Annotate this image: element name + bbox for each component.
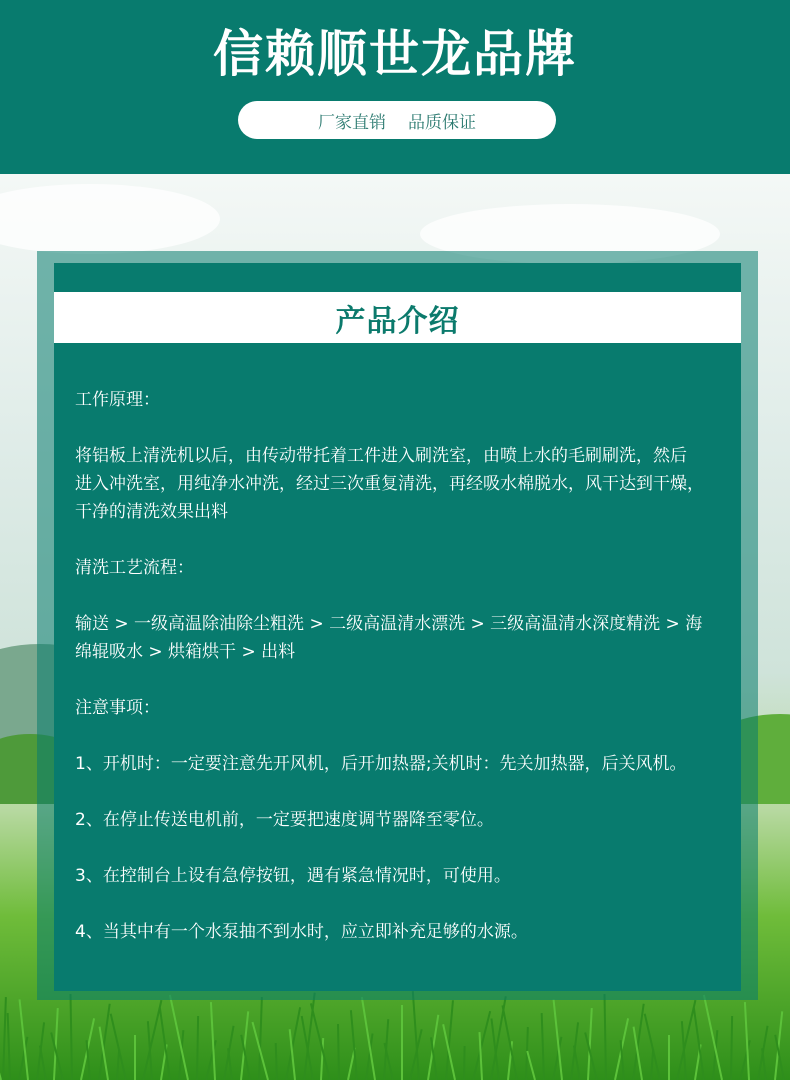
- panel-content: [75, 386, 735, 946]
- principle-heading: 工作原理：: [75, 390, 160, 410]
- grass-blade: [7, 1013, 11, 1080]
- grass-blade: [196, 1016, 199, 1080]
- cloud-shape: [0, 184, 220, 254]
- grass-blade: [258, 997, 263, 1080]
- slogan-quality-guarantee: 品质保证: [408, 112, 476, 133]
- principle-text-line: 进入冲洗室，用纯净水冲洗，经过三次重复清洗，再经吸水棉脱水，风干达到干燥，: [75, 474, 704, 494]
- grass-blade: [541, 1013, 545, 1080]
- note-item: 1、开机时：一定要注意先开风机，后开加热器;关机时：先关加热器，后关风机。: [75, 754, 687, 774]
- slogan-factory-direct: 厂家直销: [318, 112, 386, 133]
- grass-blade: [401, 1005, 403, 1080]
- brand-title: 信赖顺世龙品牌: [213, 25, 577, 83]
- grass-blade: [70, 994, 74, 1080]
- grass-blade: [604, 994, 608, 1080]
- grass-blade: [2, 997, 7, 1080]
- grass-blade: [668, 1035, 670, 1080]
- slogan-pill: [238, 101, 556, 139]
- grass-blade: [730, 1016, 733, 1080]
- notes-heading: 注意事项：: [75, 698, 160, 718]
- grass-blade: [227, 1048, 233, 1080]
- grass-blade: [761, 1048, 767, 1080]
- grass-blade: [275, 1043, 278, 1080]
- process-text-line: 绵辊吸水 > 烘箱烘干 > 出料: [75, 642, 296, 662]
- grass-blade: [526, 1051, 536, 1080]
- principle-text-line: 将铝板上清洗机以后，由传动带托着工件进入刷洗室，由喷上水的毛刷刷洗，然后: [75, 446, 687, 466]
- note-item: 3、在控制台上设有急停按钮，遇有紧急情况时，可使用。: [75, 866, 511, 886]
- note-item: 4、当其中有一个水泵抽不到水时，应立即补充足够的水源。: [75, 922, 528, 942]
- process-heading: 清洗工艺流程：: [75, 558, 194, 578]
- process-text-line: 输送 > 一级高温除油除尘粗洗 > 二级高温清水漂洗 > 三级高温清水深度精洗 > 海: [75, 614, 703, 634]
- panel-title-bar: [54, 292, 741, 343]
- principle-text-line: 干净的清洗效果出料: [75, 502, 228, 522]
- grass-blade: [337, 1024, 340, 1080]
- note-item: 2、在停止传送电机前，一定要把速度调节器降至零位。: [75, 810, 494, 830]
- panel-title: 产品介绍: [335, 303, 460, 339]
- header-banner: [0, 0, 790, 174]
- grass-blade: [134, 1035, 136, 1080]
- grass-blade: [463, 1046, 466, 1080]
